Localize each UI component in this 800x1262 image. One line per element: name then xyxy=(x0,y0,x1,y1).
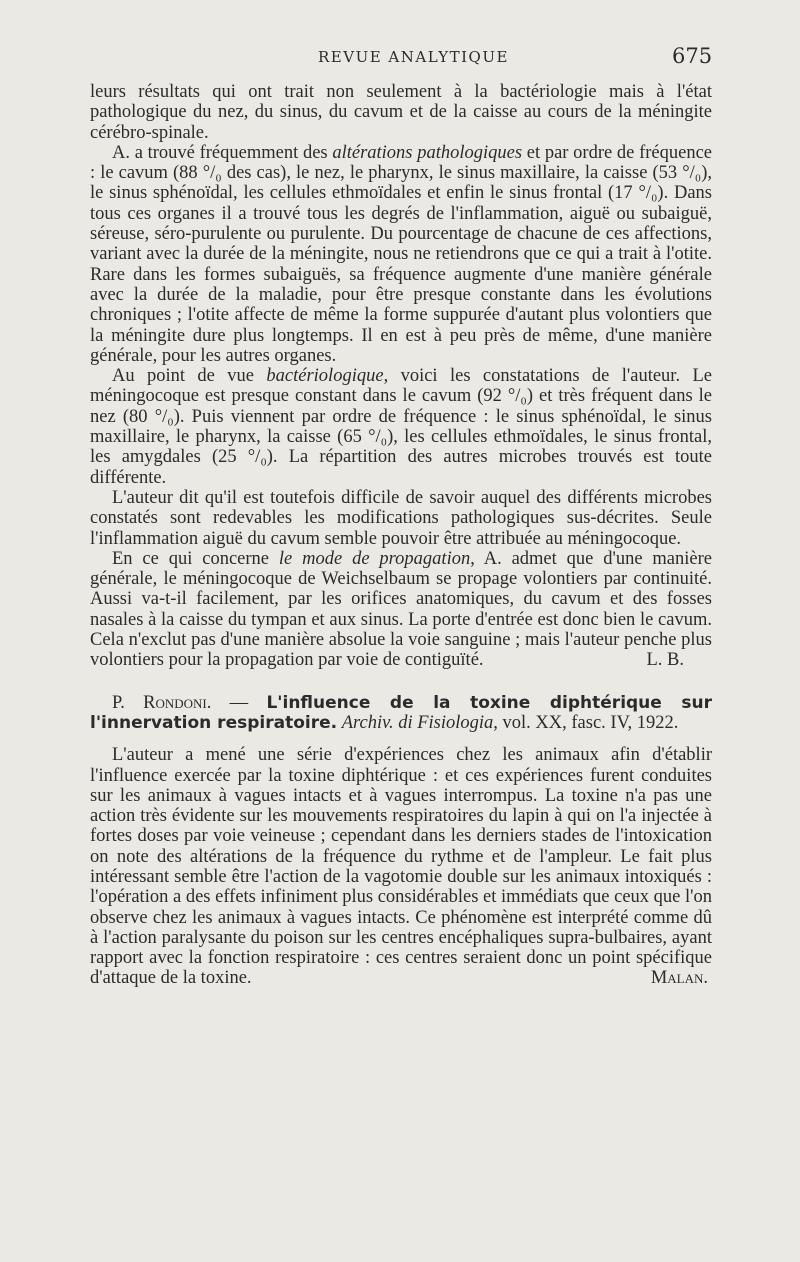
paragraph-text: A. a trouvé fréquemment des xyxy=(112,142,333,163)
paragraph-text: , A. admet que d'une manière générale, le méningocoque de Weichselbaum se propage volontiers par continuité. Aussi va-t-il facilement, par les orifices anatomiques, du cavum et des fosses nasales à la caisse du tympan et aux sinus. La porte d'entrée est donc bien le cavum. Cela n'exclut pas d'une manière absolue la voie sanguine ; mais l'auteur penche plus volontiers pour la propagation par voie de contiguïté. xyxy=(90,548,712,671)
emphasis: altérations pathologiques xyxy=(332,142,523,163)
journal-reference: , vol. XX, fasc. IV, 1922. xyxy=(493,712,679,733)
journal-name: Archiv. di Fisiologia xyxy=(341,712,494,733)
paragraph-text: En ce qui concerne xyxy=(112,548,279,569)
paragraph xyxy=(90,143,712,366)
page-number: 675 xyxy=(672,44,713,68)
review-author: P. Rondoni. xyxy=(112,692,212,713)
paragraph xyxy=(90,745,712,989)
page-header xyxy=(0,44,800,70)
paragraph-text: et par ordre de fréquence : le cavum (88 °/₀ des cas), le nez, le pharynx, le sinus maxillaire, la caisse (53 °/₀), le sinus sphénoïdal, les cellules ethmoïdales et enfin le sinus frontal (17 °/₀). Dans tous ces organes il a trouvé tous les degrés de l'inflammation, aiguë ou subaiguë, séreuse, séro-purulente ou purulente. Du pourcentage de chacune de ces affections, variant avec la durée de la méningite, nous ne retiendrons que ce qui a trait à l'otite. Rare dans les formes subaiguës, sa fréquence augmente d'une manière générale avec la durée de la maladie, pour être presque constante dans les évolutions chroniques ; l'otite affecte de même la forme suppurée d'autant plus volontiers que la méningite dure plus longtemps. Il en est à peu près de même, d'une manière générale, pour les autres organes. xyxy=(90,142,713,366)
paragraph xyxy=(90,82,712,143)
paragraph xyxy=(90,549,712,671)
emphasis: le mode de propagation xyxy=(278,548,471,569)
article-body xyxy=(90,82,712,989)
separator: — xyxy=(211,692,267,713)
running-title: REVUE ANALYTIQUE xyxy=(318,48,509,66)
review-title: L'influence de la toxine diphtérique sur l'innervation respiratoire. xyxy=(90,692,712,733)
review-heading xyxy=(90,693,712,734)
paragraph xyxy=(90,488,712,549)
paragraph-text: Au point de vue xyxy=(112,366,267,387)
paragraph xyxy=(90,366,712,488)
paragraph-text: L'auteur dit qu'il est toutefois difficile de savoir auquel des différents microbes constatés sont redevables les modifications pathologiques sus-décrites. Seule l'inflammation aiguë du cavum semble pouvoir être attribuée au méningocoque. xyxy=(90,487,712,549)
signature: Malan. xyxy=(650,968,708,989)
emphasis: bactériologique xyxy=(266,366,384,387)
paragraph-text: leurs résultats qui ont trait non seulement à la bactériologie mais à l'état pathologique du nez, du sinus, du cavum et de la caisse au cours de la méningite cérébro-spinale. xyxy=(90,82,712,143)
paragraph-text: L'auteur a mené une série d'expériences chez les animaux afin d'établir l'influence exercée par la toxine diphtérique : et ces expériences furent conduites sur les animaux à vagues intacts et à vagues interrompus. La toxine n'a pas une action très évidente sur les mouvements respiratoires du lapin à qui on l'a injectée à fortes doses par voie veineuse ; cependant dans les derniers stades de l'intoxication on note des altérations de la fréquence du rythme et de l'ampleur. Le fait plus intéressant semble être l'action de la vagotomie double sur les animaux intoxiqués : l'opération a des effets infiniment plus considérables et immédiats que ceux que l'on observe chez les animaux à vagues intacts. Ce phénomène est interprété comme dû à l'action paralysante du poison sur les centres encéphaliques supra-bulbaires, ayant rapport avec la fonction respiratoire : ces centres seraient donc un point spécifique d'attaque de la toxine. xyxy=(90,745,712,989)
signature: L. B. xyxy=(646,650,684,671)
paragraph-text: , voici les constatations de l'auteur. Le méningocoque est presque constant dans le cavum (92 °/₀) et très fréquent dans le nez (80 °/₀). Puis viennent par ordre de fréquence : le sinus sphénoïdal, le sinus maxillaire, le pharynx, la caisse (65 °/₀), les cellules ethmoïdales, le sinus frontal, les amygdales (25 °/₀). La répartition des autres microbes trouvés est toute différente. xyxy=(90,366,712,488)
